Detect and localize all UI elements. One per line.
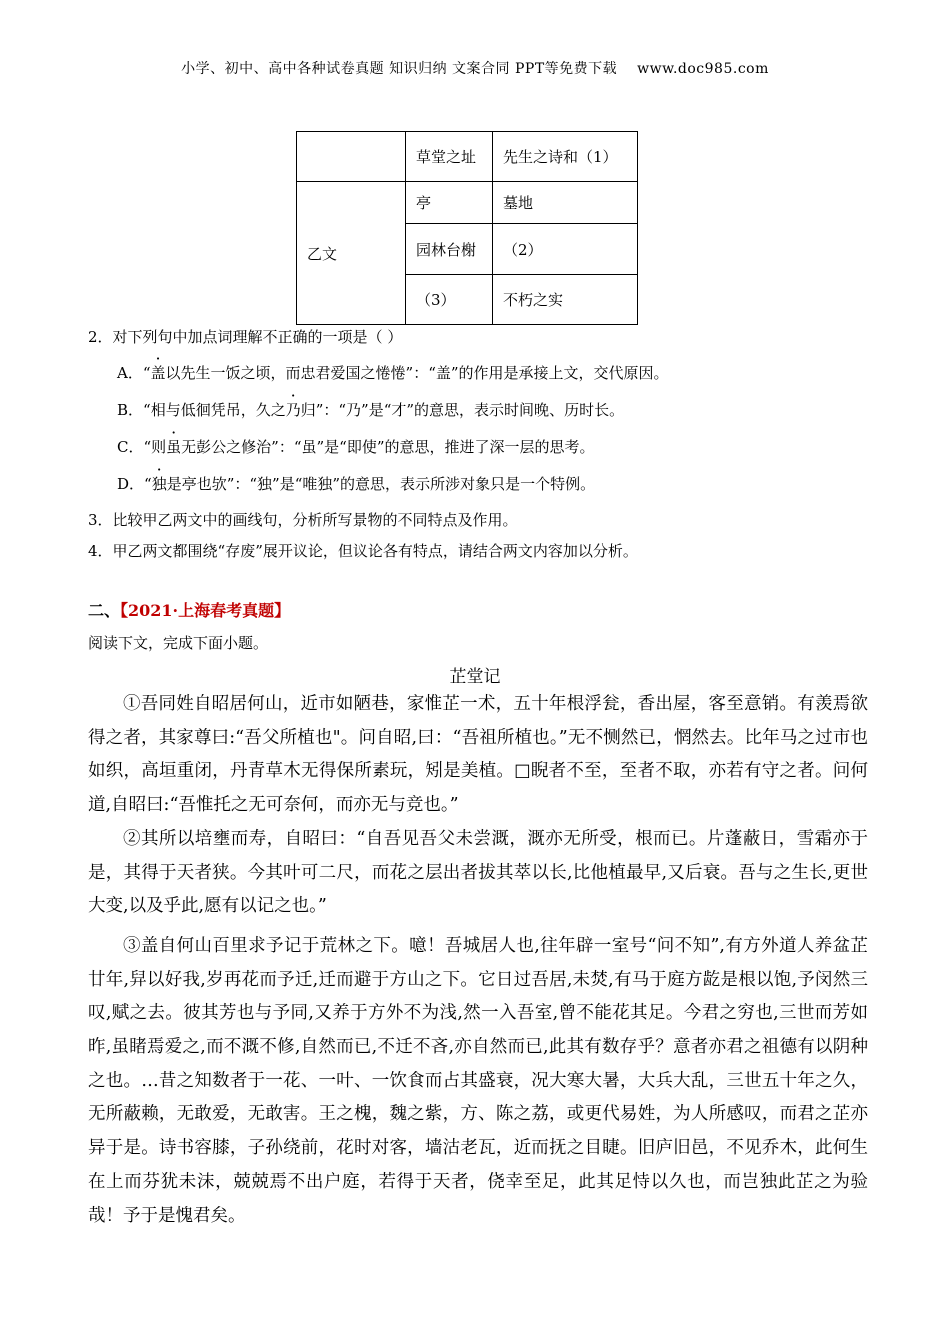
option-d: D．“独是亭也欤”：“独”是“唯独”的意思，表示所涉对象只是一个特例。 <box>117 475 596 493</box>
table-cell: （3） <box>406 275 493 325</box>
table-cell: 草堂之址 <box>406 132 493 182</box>
essay-title: 芷堂记 <box>449 667 501 687</box>
dotted-word: 盖 <box>150 364 166 382</box>
section-tag: 【2021·上海春考真题】 <box>120 601 291 620</box>
table-cell-empty <box>297 132 406 182</box>
paragraph-3: ③盖自何山百里求予记于荒林之下。噫！吾城居人也,往年辟一室号“问不知”,有方外道人养盆芷廿年,舁以好我,岁再花而予迁,迁而避于方山之下。它日过吾居,未焚,有马于庭方龁是根以饱,予闵然三叹,赋之去。彼其芳也与予同,又养于方外不为浅,然一入吾室,曾不能花其足。今君之穷也,三世而芳如昨,虽睹焉爱之,而不溉不修,自然而已,不迁不吝,亦自然而已,此其有数存乎？意者亦君之祖德有以阴种之也。…昔之知数者于一花、一叶、一饮食而占其盛衰，况大寒大暑，大兵大乱，三世五十年之久，无所蔽赖，无敢爱，无敢害。王之槐，魏之紫，方、陈之荔，或更代易姓，为人所感叹，而君之芷亦异于是。诗书容膝，子孙绕前，花时对客，墙沽老瓦，近而抚之目睫。旧庐旧邑，不见乔木，此何生在上而芬犹未沫，兢兢焉不出户庭，若得于天者，侥幸至足，此其足恃以久也，而岂独此芷之为验哉！予于是愧君矣。 <box>88 935 868 1226</box>
table-cell: （2） <box>493 224 638 275</box>
dotted-word: 虽 <box>166 438 182 456</box>
table-cell: 亭 <box>406 182 493 224</box>
section-number: 二、 <box>88 601 121 620</box>
option-a: A．“盖以先生一饭之顷，而忠君爱国之惓惓”：“盖”的作用是承接上文，交代原因。 <box>117 364 669 382</box>
table-cell: 墓地 <box>493 182 638 224</box>
dotted-word: 乃 <box>285 401 301 419</box>
table-row-label: 乙文 <box>297 182 406 325</box>
paragraph-1: ①吾同姓自昭居何山，近市如陋巷，家惟芷一术，五十年根浮瓮，香出屋，客至意销。有羡焉欲得之者，其家尊曰:“吾父所植也"。问自昭,曰：“吾祖所植也。”无不恻然已，惘然去。比年马之过市也如织，高垣重闭，丹青草木无得保所素玩，矧是美植。□睨者不至，至者不取，亦若有守之者。问何道,自昭曰:“吾惟托之无可奈何，而亦无与竞也。” <box>88 694 868 816</box>
table-cell: 先生之诗和（1） <box>493 132 638 182</box>
essay-body <box>88 688 868 1233</box>
paragraph-2: ②其所以培壅而寿，自昭曰：“自吾见吾父未尝溉，溉亦无所受，根而已。片蓬蔽日，雪霜亦于是，其得于天者狭。今其叶可二尺，而花之层出者拔其萃以长,比他植最早,又后衰。吾与之生长,更世大变,以及乎此,愿有以记之也。” <box>88 828 868 917</box>
option-b: B．“相与低徊凭吊，久之乃归”：“乃”是“才”的意思，表示时间晚、历时长。 <box>117 401 625 419</box>
option-c: C．“则虽无彭公之修治”：“虽”是“即使”的意思，推进了深一层的思考。 <box>117 438 595 456</box>
comparison-table <box>296 131 638 325</box>
question-2: 2．对下列句中加点词理解不正确的一项是（ ） <box>88 328 403 346</box>
header-text: 小学、初中、高中各种试卷真题 知识归纳 文案合同 PPT等免费下载 <box>181 61 618 77</box>
table-cell: 不朽之实 <box>493 275 638 325</box>
dotted-word: 独 <box>151 475 167 493</box>
page-header <box>0 58 950 78</box>
section-heading <box>88 598 290 621</box>
question-3: 3．比较甲乙两文中的画线句，分析所写景物的不同特点及作用。 <box>88 511 518 529</box>
header-site[interactable]: www.doc985.com <box>637 61 769 77</box>
question-4: 4．甲乙两文都围绕“存废”展开议论，但议论各有特点，请结合两文内容加以分析。 <box>88 542 638 560</box>
table-cell: 园林台榭 <box>406 224 493 275</box>
instruction: 阅读下文，完成下面小题。 <box>88 634 269 652</box>
